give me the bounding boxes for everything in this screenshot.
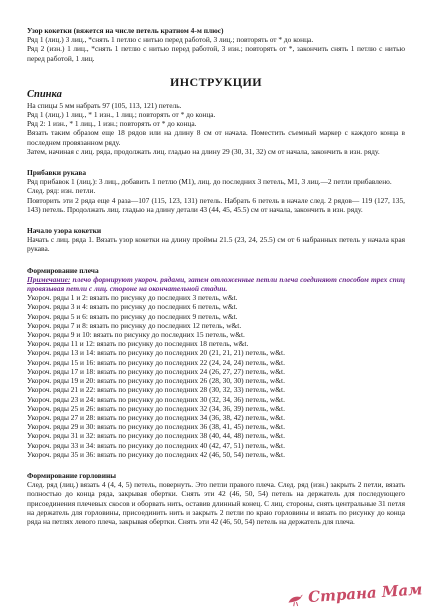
short-row: Укороч. ряды 35 и 36: вязать по рисунку до последних 42 (46, 50, 54) петель, w&t. <box>27 449 285 459</box>
short-row: Укороч. ряды 19 и 20: вязать по рисунку до последних 26 (28, 30, 30) петель, w&t. <box>27 376 285 386</box>
sleeve-inc-line: Ряд прибавок 1 (лиц.): 3 лиц., добавить 1 петлю (M1), лиц. до последних 3 петель, M1, 3 лиц.—2 петли прибавлено. <box>27 177 392 187</box>
short-row: Укороч. ряды 31 и 32: вязать по рисунку до последних 38 (40, 44, 48) петель, w&t. <box>27 431 285 441</box>
short-row: Укороч. ряды 15 и 16: вязать по рисунку до последних 22 (24, 24, 24) петель, w&t. <box>27 357 285 367</box>
sleeve-inc-heading: Прибавки рукава <box>27 168 87 178</box>
short-row: Укороч. ряды 13 и 14: вязать по рисунку до последних 20 (21, 21, 21) петель, w&t. <box>27 348 285 358</box>
stork-icon <box>284 587 305 608</box>
short-row: Укороч. ряды 11 и 12: вязать по рисунку до последних 18 петель, w&t. <box>27 339 249 349</box>
shoulder-note <box>27 275 405 293</box>
shoulder-heading: Формирование плеча <box>27 265 99 275</box>
yoke-heading: Узор кокетки (вяжется на числе петель кратном 4-м плюс) <box>27 26 224 35</box>
back-line: Ряд 2: 1 изн., * 1 лиц., 1 изн.; повторять от * до конца. <box>27 119 197 129</box>
neck-heading: Формирование горловины <box>27 470 117 480</box>
watermark-text: Страна Мам <box>306 580 423 607</box>
short-row: Укороч. ряды 9 и 10: вязать по рисунку до последних 15 петель, w&t. <box>27 330 245 340</box>
yoke-start-heading: Начало узора кокетки <box>27 226 102 236</box>
yoke-start-text: Начать с лиц. ряда 1. Вязать узор кокетки на длину проймы 21.5 (23, 24, 25.5) см от 6 набранных петель у начала края рукава. <box>27 235 405 254</box>
back-line: На спицы 5 мм набрать 97 (105, 113, 121) петель. <box>27 100 182 110</box>
short-row: Укороч. ряды 21 и 22: вязать по рисунку до последних 28 (30, 32, 33) петель, w&t. <box>27 385 285 395</box>
short-row: Укороч. ряды 29 и 30: вязать по рисунку до последних 36 (38, 41, 45) петель, w&t. <box>27 422 285 432</box>
watermark-logo <box>284 579 423 609</box>
back-line: Затем, начиная с лиц. ряда, продолжать лиц. гладью на длину 29 (30, 31, 32) см от начала, закончить в изн. ряду. <box>27 146 380 156</box>
page-title: ИНСТРУКЦИИ <box>170 74 262 89</box>
short-row: Укороч. ряды 5 и 6: вязать по рисунку до последних 9 петель, w&t. <box>27 311 238 321</box>
note-text: плечо формируют укороч. рядами, затем отложенные петли плеча соединяют способом трех спиц провязывая петли с лиц. стороне на окончательной стадии. <box>27 274 405 294</box>
short-row: Укороч. ряды 17 и 18: вязать по рисунку до последних 24 (26, 27, 27) петель, w&t. <box>27 366 285 376</box>
short-row: Укороч. ряды 25 и 26: вязать по рисунку до последних 32 (34, 36, 39) петель, w&t. <box>27 403 285 413</box>
back-line: Ряд 1 (лиц.) 1 лиц., * 1 изн., 1 лиц.; повторять от * до конца. <box>27 110 216 120</box>
neck-text: След. ряд (лиц.) вязать 4 (4, 4, 5) петель, повернуть. Это петли правого плеча. След. ряд (изн.) закрыть 2 петли, вязать полностью до конца ряда, закрывая обертки. Снять эти 42 (46, 50, 54) петель на держатель для последующего присоединения плечевых скосов и оборвать нить, оставив длинный конец. С лиц. стороны, снять центральные 31 петля на держатель для горловины, присоединить нить и закрыть 2 петли по краю горловины и вязать по рисунку до конца ряда на петлях левого плеча, закрывая обертки. Снять эти 42 (46, 50, 54) петель на держатель для плеча. <box>27 480 405 526</box>
back-line: Вязать таким образом еще 18 рядов или на длину 8 см от начала. Поместить съемный маркер с каждого конца в последнем провязанном ряду. <box>27 128 405 147</box>
short-row: Укороч. ряды 27 и 28: вязать по рисунку до последних 34 (36, 38, 42) петель, w&t. <box>27 412 285 422</box>
sleeve-inc-line: След. ряд: изн. петли. <box>27 186 96 196</box>
note-lead: Примечание: <box>27 274 71 284</box>
short-row: Укороч. ряды 1 и 2: вязать по рисунку до последних 3 петель, w&t. <box>27 293 238 303</box>
yoke-row-2: Ряд 2 (изн.) 1 лиц., *снять 1 петлю с нитью перед работой, 3 изн.; повторять от *, закончить снять 1 петлю с нитью перед работой, 1 лиц. <box>27 44 405 63</box>
back-heading: Спинка <box>27 88 62 100</box>
short-row: Укороч. ряды 3 и 4: вязать по рисунку до последних 6 петель, w&t. <box>27 302 238 312</box>
short-row: Укороч. ряды 23 и 24: вязать по рисунку до последних 30 (32, 34, 36) петель, w&t. <box>27 394 285 404</box>
document-page <box>27 26 405 526</box>
sleeve-inc-line: Повторить эти 2 ряда еще 4 раза—107 (115, 123, 131) петель. Набрать 6 петель в начале след. 2 рядов— 119 (127, 135, 143) петель. Продолжать лиц. гладью на длину детали 43 (44, 45, 45.5) см от начала, закончить в изн. ряду. <box>27 195 405 214</box>
short-row: Укороч. ряды 7 и 8: вязать по рисунку до последних 12 петель, w&t. <box>27 320 242 330</box>
short-row: Укороч. ряды 33 и 34: вязать по рисунку до последних 40 (42, 47, 51) петель, w&t. <box>27 440 285 450</box>
yoke-row-1: Ряд 1 (лиц.) 3 лиц., *снять 1 петлю с нитью перед работой, 3 лиц.; повторять от * до конца. <box>27 35 314 45</box>
